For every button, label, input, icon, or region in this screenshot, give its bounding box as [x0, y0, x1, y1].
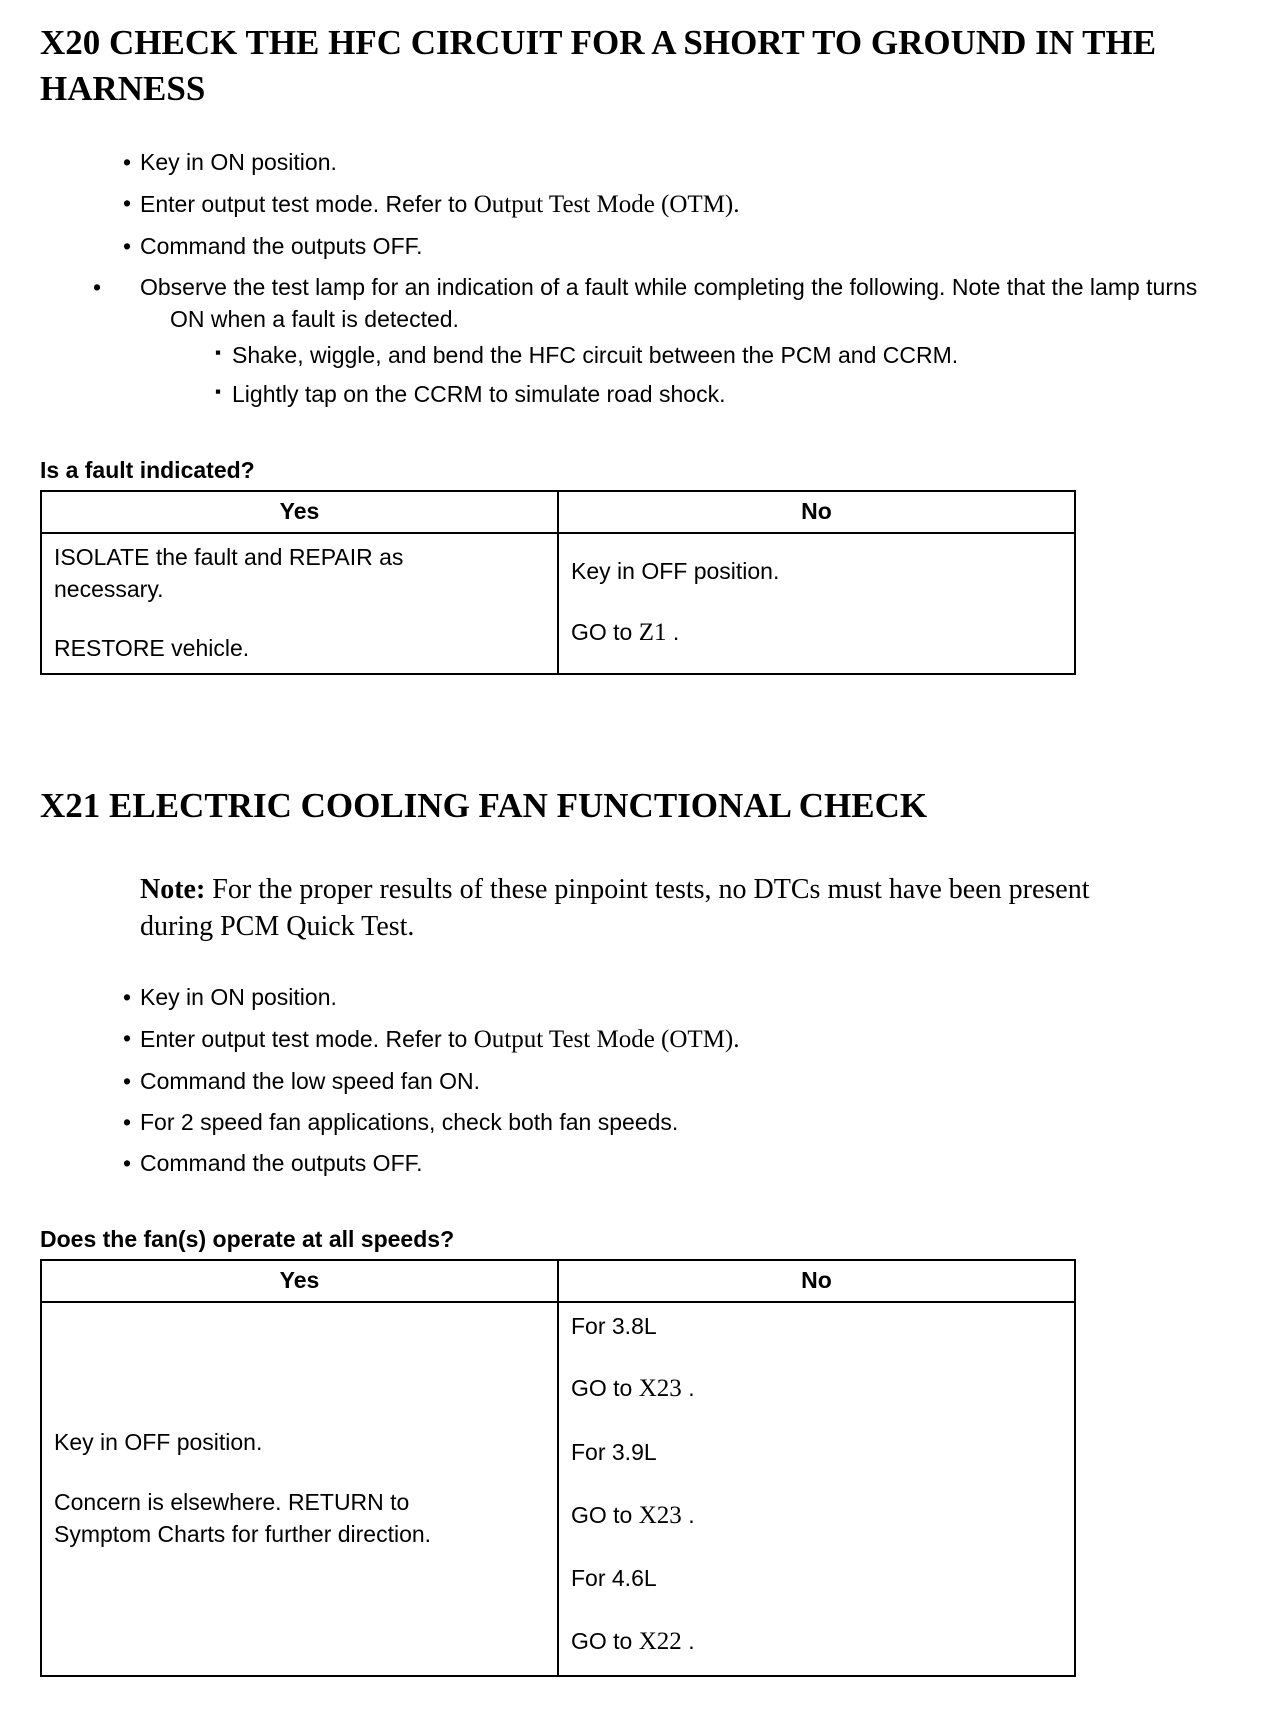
list-item: [140, 1107, 1225, 1139]
engine-label: For 3.9L: [571, 1438, 657, 1465]
list-item: [140, 1148, 1225, 1180]
go-suffix: .: [681, 1501, 695, 1528]
x20-question: Is a fault indicated?: [40, 456, 255, 483]
x21-decision-table: [40, 1259, 1076, 1678]
link-x23[interactable]: X23: [638, 1501, 682, 1529]
engine-label: For 3.8L: [571, 1312, 657, 1339]
link-x22[interactable]: X22: [638, 1627, 682, 1655]
bullet-text: Observe the test lamp for an indication of a fault while completing the following. Note that the lamp turns ON when a fault is detected.: [140, 273, 1198, 332]
column-header-no: No: [558, 1260, 1075, 1302]
list-item: [140, 1066, 1225, 1098]
go-prefix: GO to: [571, 1375, 639, 1402]
x20-no-cell: [558, 533, 1075, 674]
link-output-test-mode[interactable]: Output Test Mode (OTM).: [473, 1025, 740, 1053]
column-header-yes: Yes: [41, 1260, 558, 1302]
x20-title: X20 CHECK THE HFC CIRCUIT FOR A SHORT TO GROUND IN THE HARNESS: [40, 23, 1157, 108]
table-header-row: [41, 1260, 1075, 1302]
note-label: Note:: [140, 873, 206, 905]
x20-yes-cell: [41, 533, 558, 674]
section-x21: [40, 783, 1240, 1677]
x20-decision-table: [40, 490, 1076, 675]
action-text: [571, 1499, 1062, 1534]
x21-procedure-list: [40, 982, 1225, 1179]
bullet-text: Command the low speed fan ON.: [140, 1068, 481, 1095]
x21-note: [140, 871, 1100, 947]
list-item: [232, 379, 1225, 411]
list-item: [140, 982, 1225, 1014]
go-suffix: .: [681, 1627, 695, 1654]
action-text: Key in OFF position.: [571, 558, 780, 585]
go-suffix: .: [681, 1375, 695, 1402]
list-item: [232, 340, 1225, 372]
link-z1[interactable]: Z1: [638, 619, 667, 647]
action-text: [571, 616, 1062, 651]
table-header-row: [41, 491, 1075, 533]
x20-sub-list: [170, 340, 1225, 410]
list-item: [140, 1023, 1225, 1058]
x21-title: X21 ELECTRIC COOLING FAN FUNCTIONAL CHECK: [40, 786, 928, 826]
bullet-text: Lightly tap on the CCRM to simulate road shock.: [232, 381, 726, 408]
bullet-text: Enter output test mode. Refer to: [140, 1025, 474, 1052]
table-row: [41, 1302, 1075, 1677]
go-suffix: .: [666, 619, 680, 646]
bullet-text: Shake, wiggle, and bend the HFC circuit between the PCM and CCRM.: [232, 342, 959, 369]
go-prefix: GO to: [571, 619, 639, 646]
bullet-text: Key in ON position.: [140, 984, 337, 1011]
x21-question: Does the fan(s) operate at all speeds?: [40, 1225, 455, 1252]
x21-no-cell: [558, 1302, 1075, 1677]
action-text: RESTORE vehicle.: [54, 635, 250, 662]
table-row: [41, 533, 1075, 674]
list-item: [140, 147, 1225, 179]
bullet-text: For 2 speed fan applications, check both fan speeds.: [140, 1109, 679, 1136]
list-item: [140, 231, 1225, 263]
link-x23[interactable]: X23: [638, 1375, 682, 1403]
note-text: For the proper results of these pinpoint tests, no DTCs must have been present during PCM Quick Test.: [140, 873, 1090, 943]
column-header-yes: Yes: [41, 491, 558, 533]
list-item: [140, 272, 1225, 411]
list-item: [140, 188, 1225, 223]
bullet-text: Enter output test mode. Refer to: [140, 190, 474, 217]
column-header-no: No: [558, 491, 1075, 533]
bullet-text: Command the outputs OFF.: [140, 1149, 423, 1176]
engine-label: For 4.6L: [571, 1565, 657, 1592]
bullet-text: Key in ON position.: [140, 149, 337, 175]
go-prefix: GO to: [571, 1501, 639, 1528]
bullet-text: Command the outputs OFF.: [140, 233, 423, 260]
action-text: Key in OFF position.: [54, 1429, 263, 1456]
action-text: [571, 1372, 1062, 1407]
action-text: Concern is elsewhere. RETURN to Symptom Charts for further direction.: [54, 1489, 432, 1547]
action-text: [571, 1625, 1062, 1660]
x21-yes-cell: [41, 1302, 558, 1677]
x20-procedure-list: [40, 147, 1225, 411]
section-x20: [40, 20, 1240, 675]
link-output-test-mode[interactable]: Output Test Mode (OTM).: [473, 190, 740, 218]
action-text: ISOLATE the fault and REPAIR as necessary.: [54, 543, 404, 602]
go-prefix: GO to: [571, 1627, 639, 1654]
